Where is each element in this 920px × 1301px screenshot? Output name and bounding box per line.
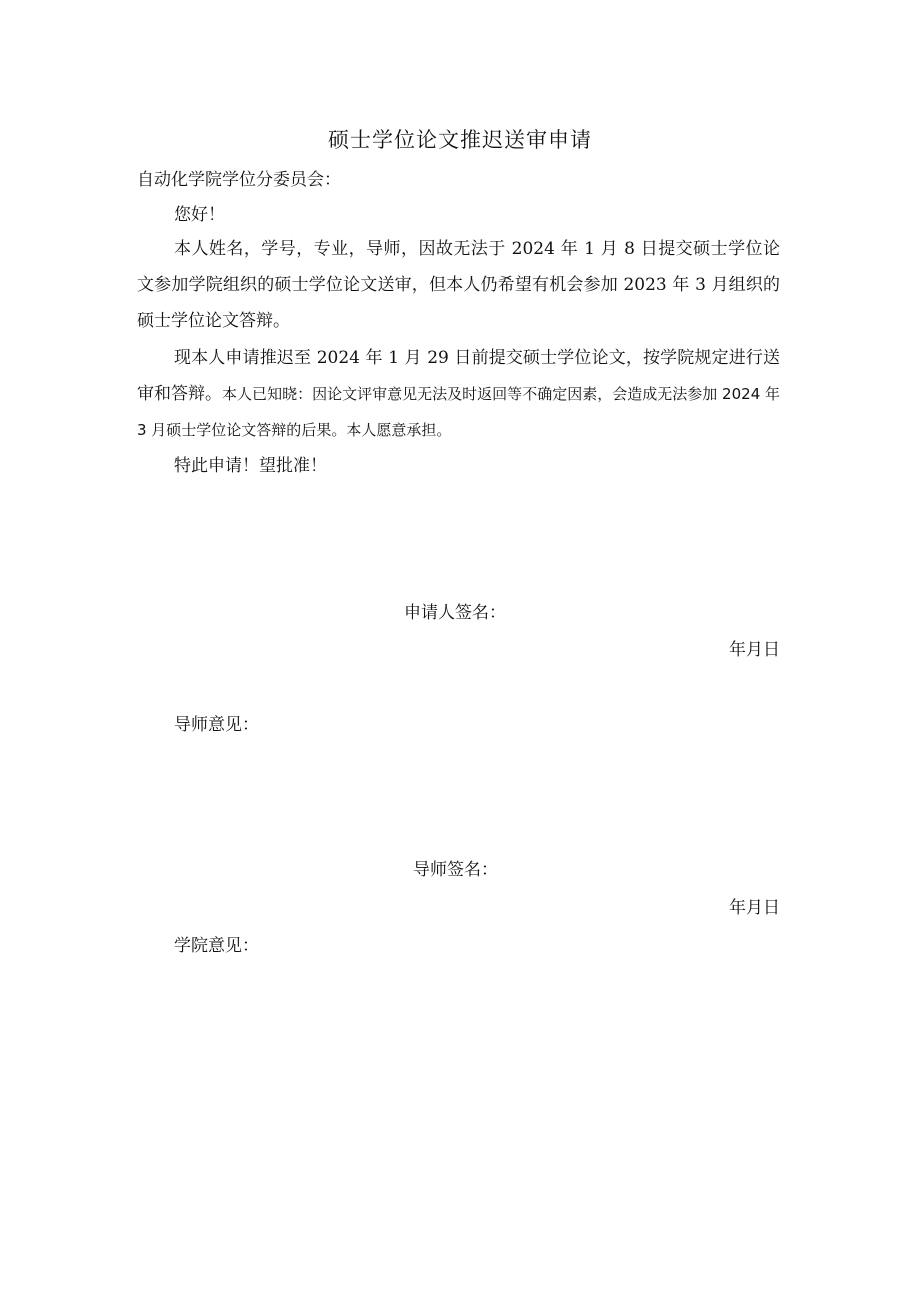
acknowledgement-text: 本人已知晓：因论文评审意见无法及时返回等不确定因素，会造成无法参加 2024 年 3 月硕士学位论文答辩的后果。本人愿意承担。	[137, 385, 781, 439]
addressee: 自动化学院学位分委员会：	[137, 170, 341, 190]
greeting: 您好！	[174, 205, 225, 225]
advisor-date: 年月日	[729, 898, 780, 918]
applicant-date: 年月日	[729, 640, 780, 660]
college-opinion-label: 学院意见：	[174, 936, 259, 956]
applicant-signature-label: 申请人签名：	[404, 603, 506, 623]
request-paragraph: 本人姓名，学号，专业，导师，因故无法于 2024 年 1 月 8 日提交硕士学位论文参加学院组织的硕士学位论文送审，但本人仍希望有机会参加 2023 年 3 月组织的硕士学位论文答辩。	[137, 239, 780, 331]
closing-line: 特此申请！望批准！	[174, 456, 327, 476]
advisor-signature-label: 导师签名：	[413, 860, 498, 880]
advisor-opinion-label: 导师意见：	[174, 715, 259, 735]
document-title: 硕士学位论文推迟送审申请	[328, 128, 592, 152]
postpone-paragraph	[137, 340, 780, 448]
postpone-request-text: 现本人申请推迟至 2024 年 1 月 29 日前提交硕士学位论文，按学院规定进行送审和答辩。	[137, 348, 780, 404]
